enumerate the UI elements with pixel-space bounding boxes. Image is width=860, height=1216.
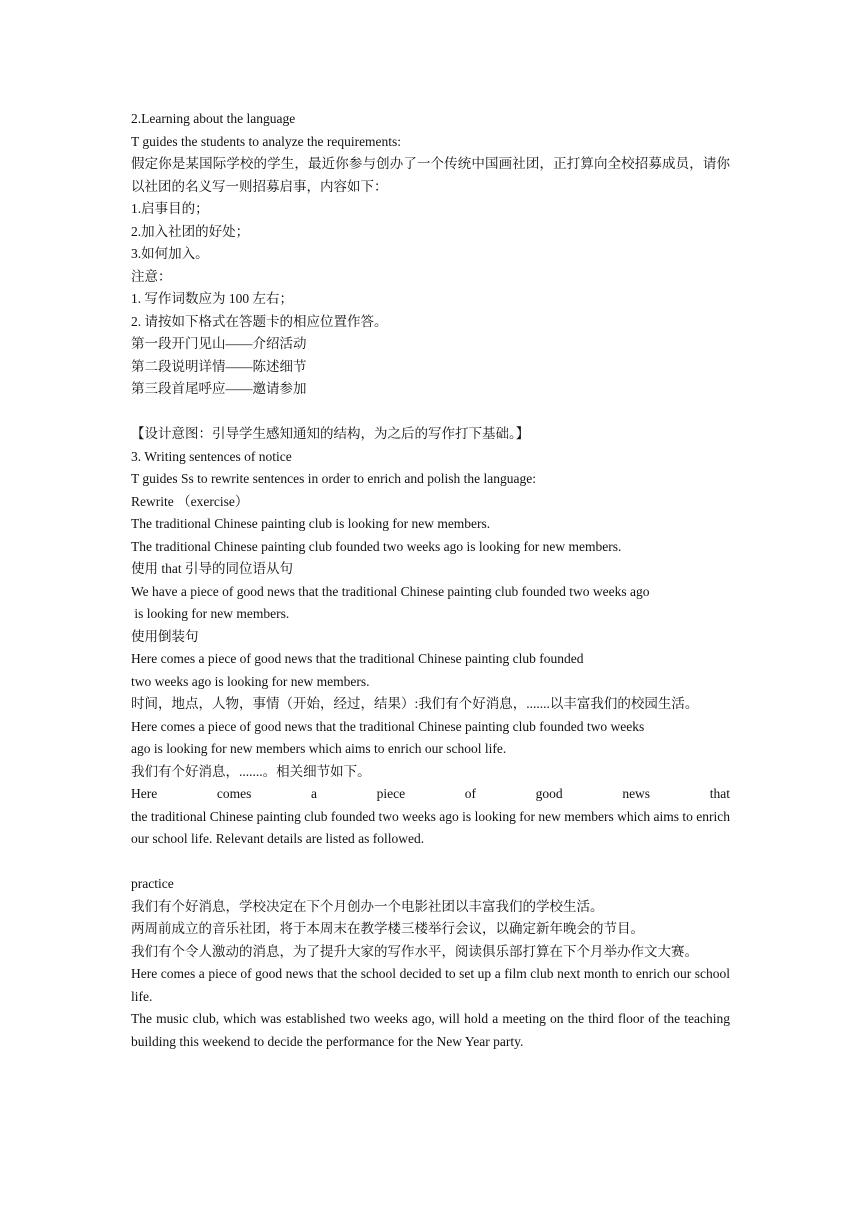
example-sentence: The traditional Chinese painting club is looking for new members. [131,516,491,531]
example-sentence: Here comes a piece of good news that the traditional Chinese painting club founded two weeks [131,718,645,734]
paragraph-structure-line: 第二段说明详情——陈述细节 [131,358,307,374]
practice-item: 两周前成立的音乐社团，将于本周末在教学楼三楼举行会议，以确定新年晚会的节目。 [131,921,644,936]
paragraph-structure-line: 第三段首尾呼应——邀请参加 [131,381,307,396]
example-sentence: We have a piece of good news that the traditional Chinese painting club founded two weeks ago [131,583,650,599]
practice-heading: practice [131,876,174,891]
word: news [622,786,651,801]
paragraph-line: T guides the students to analyze the requirements: [131,133,402,149]
word: that [709,786,730,801]
paragraph-line: Rewrite （exercise） [131,493,249,509]
grammar-label: 使用倒装句 [131,628,199,644]
example-sentence: two weeks ago is looking for new members. [131,673,370,689]
note-item: 1. 写作词数应为 100 左右； [131,291,293,306]
practice-answer: The music club, which was established two weeks ago, will hold a meeting on the third floor of the teaching building this weekend to decide the performance for the New Year party. [131,1011,730,1049]
blank-line [131,851,730,874]
document-page [131,108,730,1053]
note-heading: 注意： [131,268,172,284]
practice-item: 我们有个好消息，学校决定在下个月创办一个电影社团以丰富我们的学校生活。 [131,898,604,914]
structure-note: 时间，地点，人物，事情（开始，经过，结果）:我们有个好消息，.......以丰富我们的校园生活。 [131,696,699,711]
list-item: 3.如何加入。 [131,246,209,261]
example-sentence: is looking for new members. [131,606,290,621]
paragraph-line: T guides Ss to rewrite sentences in order to enrich and polish the language: [131,471,537,486]
word: good [535,786,563,801]
word: of [464,786,477,801]
paragraph-structure-line: 第一段开门见山——介绍活动 [131,336,307,351]
section-heading: 2.Learning about the language [131,111,296,126]
note-item: 2. 请按如下格式在答题卡的相应位置作答。 [131,313,388,329]
word: Here [131,786,158,801]
word: a [311,786,318,801]
example-sentence: ago is looking for new members which aims to enrich our school life. [131,741,507,756]
practice-answer: Here comes a piece of good news that the school decided to set up a film club next month to enrich our school life. [131,966,730,1004]
grammar-label: 使用 that 引导的同位语从句 [131,561,293,576]
blank-line [131,401,730,424]
list-item: 1.启事目的； [131,201,209,216]
example-sentence: Here comes a piece of good news that the traditional Chinese painting club founded [131,651,584,666]
design-intent: 【设计意图：引导学生感知通知的结构，为之后的写作打下基础。】 [131,426,530,441]
practice-item: 我们有个令人激动的消息，为了提升大家的写作水平，阅读俱乐部打算在下个月举办作文大赛。 [131,943,698,959]
section-heading: 3. Writing sentences of notice [131,448,292,464]
word: comes [216,786,252,801]
justified-line [131,783,730,806]
task-description: 假定你是某国际学校的学生，最近你参与创办了一个传统中国画社团，正打算向全校招募成员，请你以社团的名义写一则招募启事，内容如下： [131,156,730,194]
list-item: 2.加入社团的好处； [131,223,250,239]
word: piece [376,786,406,801]
paragraph-line: 我们有个好消息，.......。相关细节如下。 [131,763,371,779]
example-sentence: the traditional Chinese painting club founded two weeks ago is looking for new members which aims to enrich our school life. Relevant details are listed as followed. [131,808,730,846]
example-sentence: The traditional Chinese painting club founded two weeks ago is looking for new members. [131,538,622,554]
